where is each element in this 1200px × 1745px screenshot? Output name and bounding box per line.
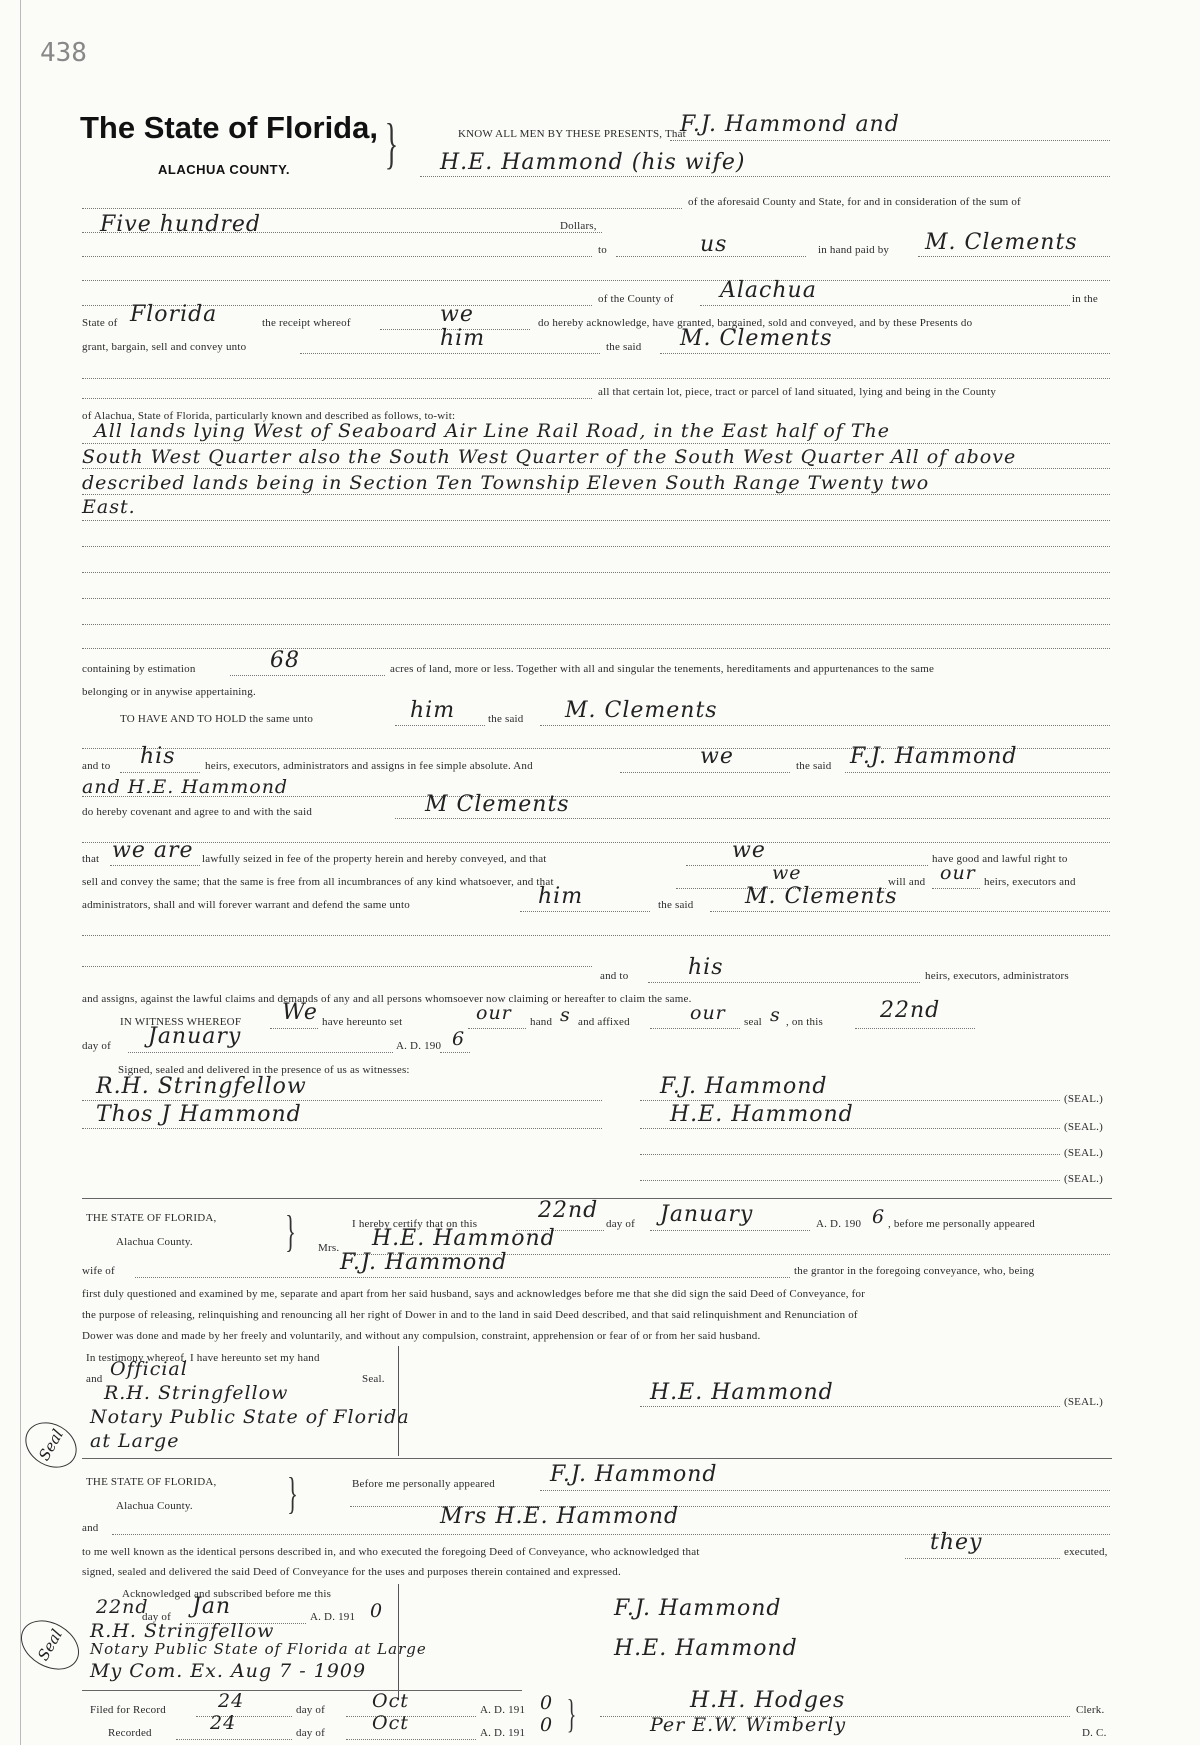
dots-row: [82, 796, 1110, 797]
and-to-label-2: and to: [600, 970, 629, 982]
sell-clause: sell and convey the same; that the same is free from all incumbrances of any kind whatsoever, and that: [82, 876, 554, 888]
grantor-dots-1: [670, 140, 1110, 141]
ack2-commission: My Com. Ex. Aug 7 - 1909: [90, 1660, 367, 1682]
ack1-mrs-name: H.E. Hammond: [372, 1226, 556, 1251]
witness-our: our: [476, 1002, 512, 1024]
dots-row: [82, 966, 592, 967]
ack2-year: 0: [370, 1600, 384, 1622]
witness-1: R.H. Stringfellow: [96, 1074, 307, 1099]
dots-row: [82, 280, 1110, 281]
ack2-notary-sig: R.H. Stringfellow: [90, 1620, 275, 1642]
ack1-seal-label: (SEAL.): [1064, 1396, 1103, 1408]
ack1-notary-title: Notary Public State of Florida: [90, 1406, 410, 1428]
state-of-label: State of: [82, 317, 118, 329]
the-said-label-3: the said: [658, 899, 694, 911]
dots-row: [918, 256, 1110, 257]
ack1-wife-of: wife of: [82, 1265, 115, 1277]
ack2-brace: }: [287, 1469, 298, 1518]
payer-county: Alachua: [720, 278, 817, 303]
dots-row: [120, 772, 200, 773]
dots-row: [620, 772, 790, 773]
acres-value: 68: [270, 648, 300, 673]
filed-day: 24: [218, 1690, 245, 1712]
ack1-day-of: day of: [606, 1218, 635, 1230]
have-pronoun: him: [410, 698, 456, 723]
dots-row: [540, 725, 1110, 726]
ack1-grantor-clause: the grantor in the foregoing conveyance, who, being: [794, 1265, 1035, 1277]
dots-row: [110, 865, 200, 866]
ack2-they: they: [930, 1530, 983, 1555]
ack1-ad: A. D. 190: [816, 1218, 862, 1230]
witness-day: 22nd: [880, 998, 941, 1023]
defend-pronoun: him: [538, 884, 584, 909]
ack2-acknowledged: Acknowledged and subscribed before me this: [122, 1588, 332, 1600]
in-the-label: in the: [1072, 293, 1098, 305]
seal-suffix: s: [770, 1004, 781, 1026]
our-label: our: [940, 862, 976, 884]
grantor-line-2: H.E. Hammond (his wife): [440, 150, 746, 175]
dots-row: [82, 572, 1110, 573]
witness-year: 6: [452, 1028, 466, 1050]
dots-row: [82, 443, 1110, 444]
page-number: 438: [40, 38, 87, 68]
dots-row: [82, 648, 1110, 649]
ack1-vrule: [398, 1346, 399, 1456]
dots-row: [640, 1154, 1060, 1155]
ack1-state: THE STATE OF FLORIDA,: [86, 1212, 217, 1224]
sum-written: Five hundred: [100, 212, 261, 237]
witness-our-2: our: [690, 1002, 726, 1024]
witness-2: Thos J Hammond: [96, 1102, 302, 1127]
have-said-label: the said: [488, 713, 524, 725]
ack1-county: Alachua County.: [116, 1236, 193, 1248]
dots-row: [686, 865, 928, 866]
seal-label-3: (SEAL.): [1064, 1147, 1103, 1159]
ack1-text-3: Dower was done and made by her freely and voluntarily, and without any compulsion, constraint, apprehension or fear of or from her said husband.: [82, 1330, 761, 1342]
dots-row: [128, 1052, 393, 1053]
ack2-state: THE STATE OF FLORIDA,: [86, 1476, 217, 1488]
ack1-grantor-sig: H.E. Hammond: [650, 1380, 834, 1405]
land-clause: all that certain lot, piece, tract or parcel of land situated, lying and being in the County: [598, 386, 997, 398]
seized-we: we: [732, 838, 766, 863]
dots-row: [346, 1739, 476, 1740]
dots-row: [640, 1128, 1060, 1129]
to-label: to: [598, 244, 607, 256]
seized-clause: lawfully seized in fee of the property herein and hereby conveyed, and that: [202, 853, 547, 865]
hand-suffix: s: [560, 1004, 571, 1026]
dots-row: [82, 494, 1110, 495]
paid-by-label: in hand paid by: [818, 244, 890, 256]
dots-row: [82, 208, 682, 209]
and-to-label: and to: [82, 760, 111, 772]
sell-we: we: [772, 862, 802, 884]
dots-row: [845, 772, 1110, 773]
administrators-text: administrators, shall and will forever warrant and defend the same unto: [82, 899, 410, 911]
hand-label: hand: [530, 1016, 553, 1028]
ack1-seal-stamp: Seal: [17, 1413, 85, 1476]
have-name: M. Clements: [565, 698, 718, 723]
heirs-pronoun: his: [140, 744, 176, 769]
description-line-3: described lands being in Section Ten Township Eleven South Range Twenty two: [82, 472, 930, 494]
seal-label-1: (SEAL.): [1064, 1093, 1103, 1105]
ack1-husband: F.J. Hammond: [340, 1250, 508, 1275]
filing-brace: }: [566, 1691, 577, 1736]
grantee-name: M. Clements: [680, 326, 833, 351]
ack1-and: and: [86, 1373, 103, 1385]
dots-row: [82, 520, 1110, 521]
county-title: ALACHUA COUNTY.: [158, 162, 290, 177]
covenant-name-1: F.J. Hammond: [850, 744, 1018, 769]
dots-row: [640, 1100, 1060, 1101]
assigns-clause: and assigns, against the lawful claims and demands of any and all persons whomsoever now claiming or hereafter to claim the same.: [82, 993, 692, 1005]
clerk-signature: H.H. Hodges: [690, 1688, 846, 1713]
ack1-brace: }: [285, 1207, 296, 1256]
grantor-line-1: F.J. Hammond and: [680, 112, 900, 137]
the-said-label: the said: [606, 341, 642, 353]
receipt-label: the receipt whereof: [262, 317, 351, 329]
receipt-who: we: [440, 302, 474, 327]
ack2-line-2: signed, sealed and delivered the said Deed of Conveyance for the uses and purposes therein contained and expressed.: [82, 1566, 621, 1578]
seal-label-2: (SEAL.): [1064, 1121, 1103, 1133]
that-we-are: we are: [112, 838, 194, 863]
the-said-label-2: the said: [796, 760, 832, 772]
dots-row: [82, 842, 1110, 843]
description-line-4: East.: [82, 496, 136, 518]
filed-month: Oct: [372, 1690, 409, 1712]
dots-row: [440, 1052, 470, 1053]
dots-row: [932, 888, 980, 889]
recorded-year: 0: [540, 1714, 554, 1736]
heirs-exec-admin: heirs, executors, administrators: [925, 970, 1069, 982]
of-county-label: of the County of: [598, 293, 674, 305]
section-rule: [82, 1458, 1112, 1459]
dc-label: D. C.: [1082, 1727, 1107, 1739]
ack1-official: Official: [110, 1358, 188, 1380]
grantor-dots-2: [420, 176, 1110, 177]
dots-row: [650, 1028, 740, 1029]
signature-2: H.E. Hammond: [670, 1102, 854, 1127]
filed-day-of: day of: [296, 1704, 325, 1716]
dots-row: [648, 982, 920, 983]
heirs-exec: heirs, executors and: [984, 876, 1076, 888]
recorded-day: 24: [210, 1712, 237, 1734]
filed-ad: A. D. 191: [480, 1704, 526, 1716]
ack2-name-2: Mrs H.E. Hammond: [440, 1504, 680, 1529]
dots-row: [905, 1558, 1060, 1559]
recorded-ad: A. D. 191: [480, 1727, 526, 1739]
day-of-label: day of: [82, 1040, 111, 1052]
ack2-seal-stamp: Seal: [12, 1610, 88, 1679]
dots-row: [82, 232, 602, 233]
ack1-seal-word: Seal.: [362, 1373, 385, 1385]
signed-sealed: Signed, sealed and delivered in the presence of us as witnesses:: [118, 1064, 410, 1076]
description-line-2: South West Quarter also the South West Quarter of the South West Quarter All of above: [82, 446, 1017, 468]
payer-state: Florida: [130, 302, 218, 327]
ack1-year: 6: [872, 1206, 886, 1228]
dots-row: [82, 1100, 602, 1101]
dots-row: [710, 911, 1110, 912]
ack2-day-of: day of: [142, 1611, 171, 1623]
have-hereunto: have hereunto set: [322, 1016, 403, 1028]
grant-convey: grant, bargain, sell and convey unto: [82, 341, 247, 353]
dots-row: [540, 1490, 1110, 1491]
dots-row: [616, 256, 806, 257]
dots-row: [82, 468, 1110, 469]
dots-row: [640, 1180, 1060, 1181]
that-label: that: [82, 853, 100, 865]
dots-row: [82, 546, 1110, 547]
ack2-county: Alachua County.: [116, 1500, 193, 1512]
ack2-day: 22nd: [96, 1596, 149, 1618]
ack2-and: and: [82, 1522, 99, 1534]
clerk-label: Clerk.: [1076, 1704, 1105, 1716]
dots-row: [660, 353, 1110, 354]
filed-label: Filed for Record: [90, 1704, 166, 1716]
recorded-day-of: day of: [296, 1727, 325, 1739]
and-we: we: [700, 744, 734, 769]
consideration-text: of the aforesaid County and State, for and in consideration of the sum of: [688, 196, 1021, 208]
deputy-signature: Per E.W. Wimberly: [650, 1714, 847, 1736]
dots-row: [855, 1028, 975, 1029]
dots-row: [395, 818, 1110, 819]
ack2-line-1: to me well known as the identical persons described in, and who executed the foregoing Deed of Conveyance, who acknowledged that: [82, 1546, 700, 1558]
belonging-text: belonging or in anywise appertaining.: [82, 686, 256, 698]
ack1-at-large: at Large: [90, 1430, 180, 1452]
witness-we: We: [282, 1000, 318, 1025]
ack1-notary-sig: R.H. Stringfellow: [104, 1382, 289, 1404]
heirs-clause: heirs, executors, administrators and assigns in fee simple absolute. And: [205, 760, 533, 772]
grantee-pronoun: him: [440, 326, 486, 351]
ack2-ad: A. D. 191: [310, 1611, 356, 1623]
will-and: will and: [888, 876, 926, 888]
good-right: have good and lawful right to: [932, 853, 1068, 865]
and-affixed: and affixed: [578, 1016, 630, 1028]
dots-row: [700, 305, 1070, 306]
dots-row: [230, 675, 385, 676]
dots-row: [82, 378, 1110, 379]
containing-label: containing by estimation: [82, 663, 196, 675]
dots-row: [82, 398, 592, 399]
state-title: The State of Florida,: [80, 110, 378, 145]
ack2-sig-2: H.E. Hammond: [614, 1636, 798, 1661]
ack2-sig-1: F.J. Hammond: [614, 1596, 782, 1621]
ack1-before-me: , before me personally appeared: [888, 1218, 1035, 1230]
header-brace: }: [384, 113, 399, 175]
seal-label: seal: [744, 1016, 762, 1028]
dots-row: [82, 624, 1110, 625]
dots-row: [300, 353, 600, 354]
ack2-executed: executed,: [1064, 1546, 1108, 1558]
of-alachua: of Alachua, State of Florida, particularly known and described as follows, to-wit:: [82, 410, 456, 422]
page-edge: [20, 0, 21, 1745]
ack1-testimony: In testimony whereof, I have hereunto set my hand: [86, 1352, 320, 1364]
covenant-name-2: and H.E. Hammond: [82, 776, 289, 798]
dots-row: [346, 1716, 476, 1717]
intro-text: KNOW ALL MEN BY THESE PRESENTS, That: [458, 128, 686, 140]
grant-clause: do hereby acknowledge, have granted, bargained, sold and conveyed, and by these Presents do: [538, 317, 973, 329]
dots-row: [82, 1128, 602, 1129]
ack2-name-1: F.J. Hammond: [550, 1462, 718, 1487]
dots-row: [176, 1739, 292, 1740]
dots-row: [270, 1028, 318, 1029]
payer-name: M. Clements: [925, 230, 1078, 255]
ack1-certify: I hereby certify that on this: [352, 1218, 478, 1230]
his-label-2: his: [688, 955, 724, 980]
ack1-text-2: the purpose of releasing, relinquishing and renouncing all her right of Dower in and to the land in said Deed described, and that said relinquishment and Renunciation of: [82, 1309, 858, 1321]
ad-label: A. D. 190: [396, 1040, 442, 1052]
ack1-month: January: [660, 1202, 754, 1227]
seal-label-4: (SEAL.): [1064, 1173, 1103, 1185]
ack1-mrs: Mrs.: [318, 1242, 340, 1254]
to-have-label: TO HAVE AND TO HOLD the same unto: [120, 713, 314, 725]
recorded-month: Oct: [372, 1712, 409, 1734]
description-line-1: All lands lying West of Seaboard Air Line Rail Road, in the East half of The: [94, 420, 891, 442]
acres-clause: acres of land, more or less. Together with all and singular the tenements, hereditaments and appurtenances to the same: [390, 663, 935, 675]
covenant-clause: do hereby covenant and agree to and with the said: [82, 806, 313, 818]
recorded-label: Recorded: [108, 1727, 152, 1739]
ack2-before-me: Before me personally appeared: [352, 1478, 495, 1490]
dots-row: [82, 935, 1110, 936]
signature-1: F.J. Hammond: [660, 1074, 828, 1099]
defend-name: M. Clements: [745, 884, 898, 909]
in-witness-label: IN WITNESS WHEREOF: [120, 1016, 242, 1028]
ack2-notary-title: Notary Public State of Florida at Large: [90, 1640, 427, 1658]
dollars-label: Dollars,: [560, 220, 597, 232]
witness-month: January: [148, 1024, 242, 1049]
ack2-month: Jan: [192, 1594, 232, 1619]
dots-row: [520, 911, 650, 912]
dots-row: [135, 1277, 790, 1278]
dots-row: [395, 725, 485, 726]
filed-year: 0: [540, 1692, 554, 1714]
ack1-day: 22nd: [538, 1198, 599, 1223]
covenant-with: M Clements: [425, 792, 570, 817]
paid-to: us: [700, 232, 728, 257]
dots-row: [82, 598, 1110, 599]
filing-rule: [82, 1690, 522, 1691]
dots-row: [650, 1230, 810, 1231]
ack1-text-1: first duly questioned and examined by me, separate and apart from her said husband, says and acknowledges before me that she did sign the said Deed of Conveyance, for: [82, 1288, 866, 1300]
dots-row: [468, 1028, 526, 1029]
on-this-label: , on this: [786, 1016, 823, 1028]
dots-row: [82, 256, 592, 257]
dots-row: [640, 1406, 1060, 1407]
